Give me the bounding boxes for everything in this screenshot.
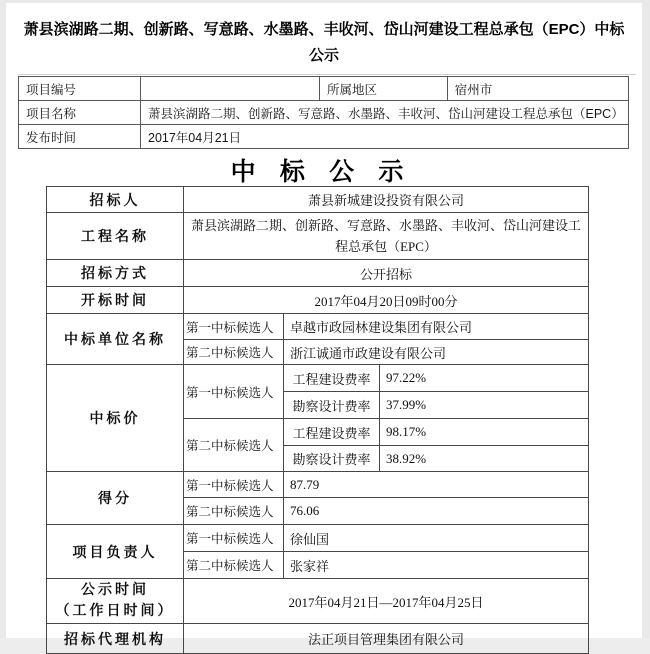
first-candidate-label: 第一中标候选人 [184, 365, 284, 419]
row-winner-1 [47, 314, 589, 340]
second-construction-rate: 98.17% [380, 419, 589, 446]
project-name-value: 萧县滨湖路二期、创新路、写意路、水墨路、丰收河、岱山河建设工程总承包（EPC） [141, 101, 629, 125]
award-table [46, 186, 589, 654]
project-label: 工程名称 [47, 213, 184, 260]
bid-price-label: 中标价 [47, 365, 184, 472]
document-page [6, 3, 642, 648]
bid-opening-label: 开标时间 [47, 287, 184, 314]
second-candidate-label: 第二中标候选人 [184, 340, 284, 365]
row-publicity-period [47, 579, 589, 624]
first-candidate-label: 第一中标候选人 [184, 525, 284, 552]
agency-value: 法正项目管理集团有限公司 [184, 624, 589, 654]
info-row-project-name [19, 101, 629, 125]
second-candidate-label: 第二中标候选人 [184, 419, 284, 472]
publicity-period-label-line2: （工作日时间） [55, 604, 175, 619]
row-score-1 [47, 472, 589, 498]
publicity-period-label [47, 579, 184, 624]
tenderer-value: 萧县新城建设投资有限公司 [184, 187, 589, 213]
row-project-name [47, 213, 589, 260]
second-candidate-company: 浙江诚通市政建设有限公司 [284, 340, 589, 365]
first-survey-design-rate: 37.99% [380, 392, 589, 419]
project-value: 萧县滨湖路二期、创新路、写意路、水墨路、丰收河、岱山河建设工程总承包（EPC） [184, 213, 589, 260]
row-price-1a [47, 365, 589, 392]
info-row-number-region [19, 77, 629, 101]
second-candidate-label: 第二中标候选人 [184, 498, 284, 525]
row-agency [47, 624, 589, 654]
project-name-label: 项目名称 [19, 101, 141, 125]
first-candidate-company: 卓越市政园林建设集团有限公司 [284, 314, 589, 340]
first-construction-rate: 97.22% [380, 365, 589, 392]
first-score: 87.79 [284, 472, 589, 498]
row-tenderer [47, 187, 589, 213]
method-label: 招标方式 [47, 260, 184, 287]
second-survey-design-rate: 38.92% [380, 446, 589, 472]
row-manager-1 [47, 525, 589, 552]
agency-label: 招标代理机构 [47, 624, 184, 654]
construction-rate-label: 工程建设费率 [284, 419, 380, 446]
publish-date-label: 发布时间 [19, 125, 141, 149]
info-table [18, 76, 629, 149]
method-value: 公开招标 [184, 260, 589, 287]
second-manager: 张家祥 [284, 552, 589, 579]
survey-design-rate-label: 勘察设计费率 [284, 392, 380, 419]
first-manager: 徐仙国 [284, 525, 589, 552]
winning-units-label: 中标单位名称 [47, 314, 184, 365]
publish-date-value: 2017年04月21日 [141, 125, 629, 149]
project-number-label: 项目编号 [19, 77, 141, 101]
tenderer-label: 招标人 [47, 187, 184, 213]
second-candidate-label: 第二中标候选人 [184, 552, 284, 579]
second-score: 76.06 [284, 498, 589, 525]
info-row-publish-date [19, 125, 629, 149]
project-number-value [141, 77, 320, 101]
page-title: 萧县滨湖路二期、创新路、写意路、水墨路、丰收河、岱山河建设工程总承包（EPC）中标公示 [23, 21, 625, 64]
survey-design-rate-label: 勘察设计费率 [284, 446, 380, 472]
row-method [47, 260, 589, 287]
publicity-period-label-line1: 公示时间 [81, 583, 149, 598]
bid-opening-value: 2017年04月20日09时00分 [184, 287, 589, 314]
first-candidate-label: 第一中标候选人 [184, 314, 284, 340]
section-heading: 中 标 公 示 [230, 159, 413, 186]
title-divider [18, 74, 636, 75]
row-bid-opening [47, 287, 589, 314]
score-label: 得分 [47, 472, 184, 525]
region-value: 宿州市 [447, 77, 628, 101]
region-label: 所属地区 [319, 77, 447, 101]
project-manager-label: 项目负责人 [47, 525, 184, 579]
construction-rate-label: 工程建设费率 [284, 365, 380, 392]
publicity-period-value: 2017年04月21日—2017年04月25日 [184, 579, 589, 624]
first-candidate-label: 第一中标候选人 [184, 472, 284, 498]
